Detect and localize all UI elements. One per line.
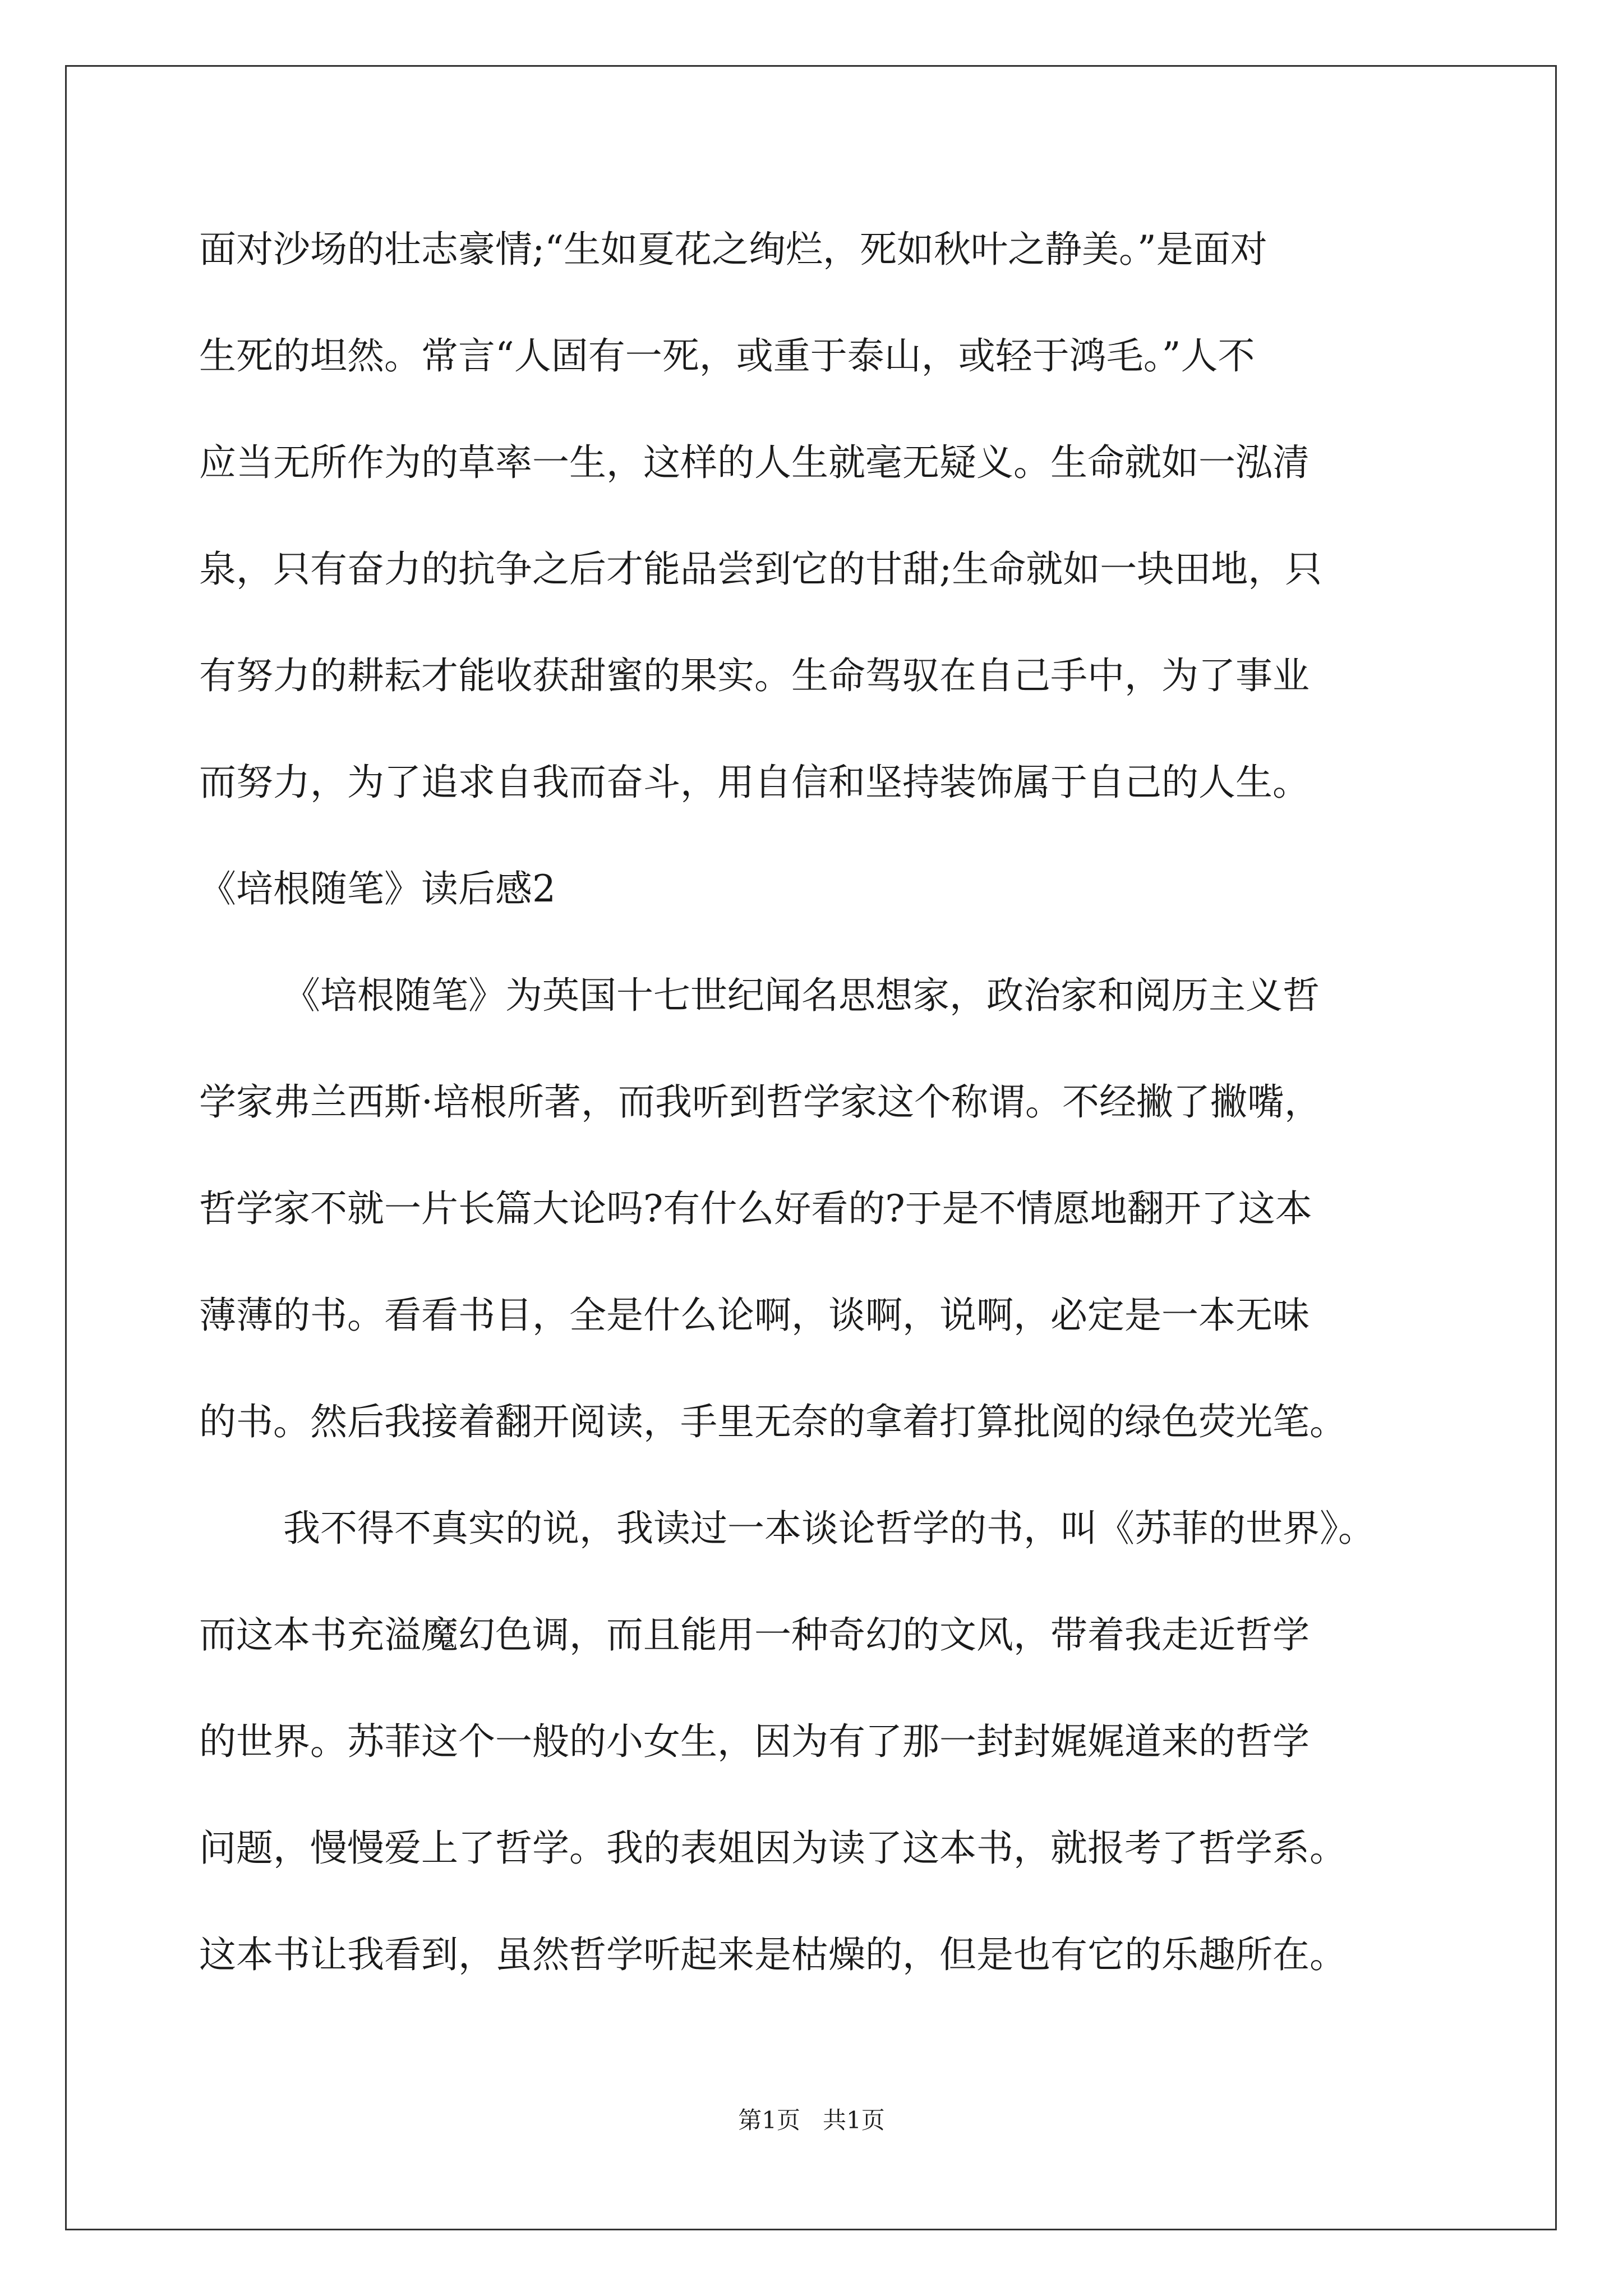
text-line: 面对沙场的壮志豪情;“生如夏花之绚烂，死如秋叶之静美。”是面对 <box>199 228 1267 271</box>
text-line: 泉，只有奋力的抗争之后才能品尝到它的甘甜;生命就如一块田地，只 <box>199 547 1322 591</box>
text-line: 而努力，为了追求自我而奋斗，用自信和坚持装饰属于自己的人生。 <box>199 761 1310 804</box>
text-line: 这本书让我看到，虽然哲学听起来是枯燥的，但是也有它的乐趣所在。 <box>199 1933 1347 1976</box>
text-line: 我不得不真实的说，我读过一本谈论哲学的书，叫《苏菲的世界》。 <box>283 1507 1375 1550</box>
text-line: 学家弗兰西斯·培根所著，而我听到哲学家这个称谓。不经撇了撇嘴， <box>199 1080 1321 1124</box>
text-line: 哲学家不就一片长篇大论吗?有什么好看的?于是不情愿地翻开了这本 <box>199 1187 1312 1230</box>
text-line: 薄薄的书。看看书目，全是什么论啊，谈啊，说啊，必定是一本无味 <box>199 1294 1310 1337</box>
text-line: 问题，慢慢爱上了哲学。我的表姐因为读了这本书，就报考了哲学系。 <box>199 1826 1347 1870</box>
text-line: 的世界。苏菲这个一般的小女生，因为有了那一封封娓娓道来的哲学 <box>199 1720 1310 1763</box>
page-footer: 第1页 共1页 <box>738 2106 885 2134</box>
text-line: 有努力的耕耘才能收获甜蜜的果实。生命驾驭在自己手中，为了事业 <box>199 654 1310 697</box>
page-border <box>65 65 1557 2230</box>
text-line: 《培根随笔》为英国十七世纪闻名思想家，政治家和阅历主义哲 <box>283 974 1320 1017</box>
section-heading: 《培根随笔》读后感2 <box>199 867 556 910</box>
text-line: 的书。然后我接着翻开阅读，手里无奈的拿着打算批阅的绿色荧光笔。 <box>199 1400 1347 1443</box>
text-line: 生死的坦然。常言“人固有一死，或重于泰山，或轻于鸿毛。”人不 <box>199 334 1255 378</box>
text-line: 应当无所作为的草率一生，这样的人生就毫无疑义。生命就如一泓清 <box>199 441 1310 484</box>
text-line: 而这本书充溢魔幻色调，而且能用一种奇幻的文风，带着我走近哲学 <box>199 1613 1310 1657</box>
